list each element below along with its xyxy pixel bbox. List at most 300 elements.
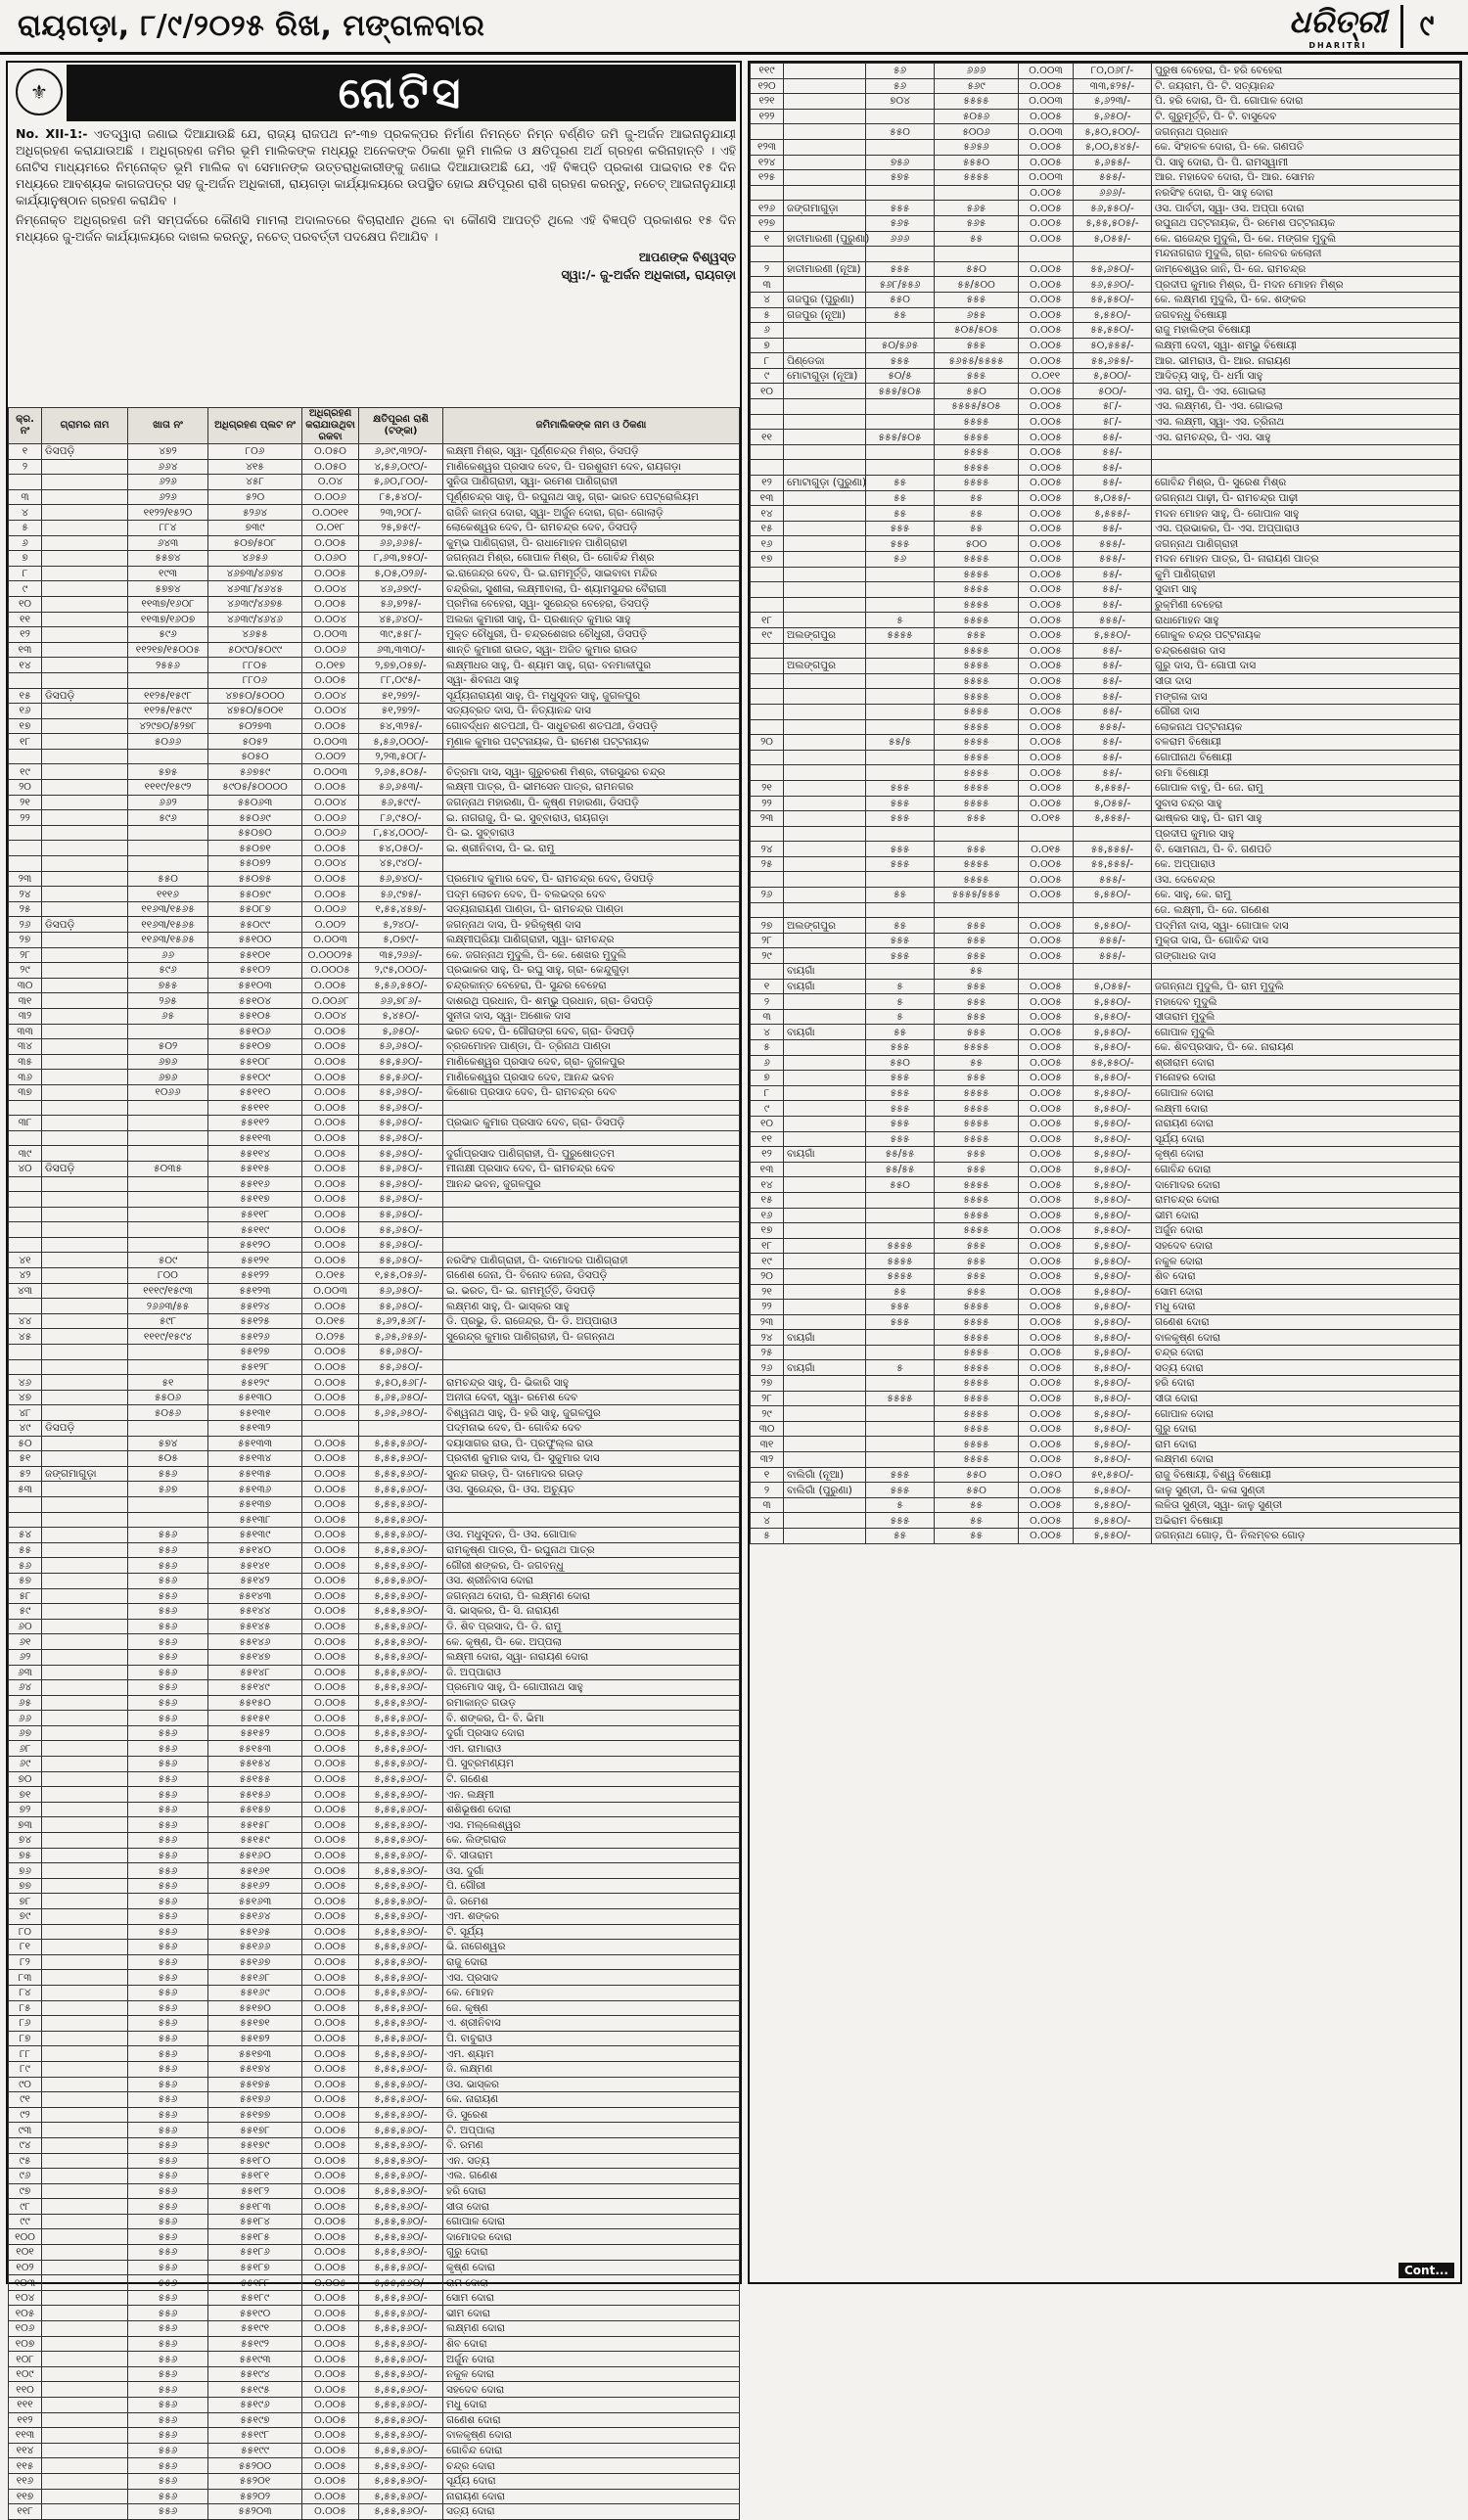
table-cell — [42, 1940, 128, 1955]
table-row — [751, 872, 1460, 888]
table-cell: ୫୨୦ — [208, 489, 302, 505]
table-cell: ୫୫ — [935, 490, 1019, 506]
table-cell: ୫୫୧୬୨ — [208, 1878, 302, 1894]
table-cell: ଡିସପଡ଼ି — [42, 444, 128, 460]
table-row — [751, 1268, 1460, 1284]
table-cell: ନାରାୟଣ ଦୋରା — [443, 2489, 740, 2504]
table-cell: ୪୭୨ — [128, 444, 208, 460]
table-cell: ୧୫ — [9, 688, 42, 704]
table-cell: ମଦନ ମୋହନ ପାତ୍ର, ପି- ନାରାୟଣ ପାତ୍ର — [1152, 552, 1460, 568]
table-cell: ୨୬ — [751, 1360, 784, 1376]
table-cell: ୫୫୧୫୯ — [208, 1833, 302, 1849]
table-cell: ୫,୫୫,୫୬୦/- — [359, 1924, 443, 1940]
table-cell: ୫୦୫ — [128, 1451, 208, 1467]
table-cell: ଓସ. ଶ୍ରୀନିବାସ ଦୋରା — [443, 1573, 740, 1588]
table-cell: ଅଲଙ୍ଗପୁର — [784, 659, 866, 674]
table-cell — [42, 2336, 128, 2352]
table-cell: ୫୫୫୫ — [935, 719, 1019, 735]
table-cell: ୫୫୫୫ — [935, 689, 1019, 705]
table-cell: ୪୫ — [9, 1329, 42, 1345]
table-row — [9, 1313, 740, 1329]
table-cell: ୫୫/୫ — [866, 735, 935, 751]
table-cell: ୫୫/- — [1074, 460, 1152, 476]
table-cell: ୫ — [751, 1040, 784, 1056]
table-cell: ୫,୫୫,୫୬୦/- — [359, 2336, 443, 2352]
table-cell — [751, 765, 784, 781]
column-header: ଜମିମାଲିକଙ୍କ ନାମ ଓ ଠିକଣା — [443, 408, 740, 444]
table-cell: ୧୨୪ — [751, 155, 784, 170]
table-cell: ୫,୫୫,୫୬୦/- — [359, 1848, 443, 1863]
table-cell: ୦.୦୦୩ — [1019, 170, 1074, 186]
table-cell: ୫,୫୫୦/- — [1074, 1085, 1152, 1101]
table-cell: ୦.୦୦୫ — [302, 1757, 359, 1772]
table-cell: ୫,୫୫,୫୬୦/- — [359, 1771, 443, 1787]
table-cell: ୦.୦୦୫ — [302, 1909, 359, 1925]
table-cell: ୧୦୮ — [9, 2352, 42, 2367]
table-cell: ୫୫୬ — [128, 1787, 208, 1803]
table-cell — [42, 2153, 128, 2169]
table-cell: ୮ — [751, 353, 784, 369]
table-cell: ୦.୦୦୫ — [1019, 1529, 1074, 1544]
table-row — [751, 1040, 1460, 1056]
table-cell: ୫୫୧୧୬ — [208, 1176, 302, 1192]
table-cell: ୫୫୬ — [128, 2260, 208, 2275]
table-cell: ୫୫୧୫୬ — [208, 1787, 302, 1803]
table-cell: ୫,୫୫୦/- — [1074, 1284, 1152, 1300]
table-cell — [784, 1085, 866, 1101]
table-cell: ୫୫୦ — [935, 261, 1019, 277]
table-cell: ୦.୦୦୫ — [1019, 521, 1074, 536]
table-cell: ୫,୫୫୦/- — [1074, 1513, 1152, 1529]
table-row — [9, 2260, 740, 2275]
table-cell: ୫୫୧୮୯ — [208, 2290, 302, 2306]
table-cell — [42, 871, 128, 887]
table-cell: ପ୍ରମୋଦ କୁମାର ଦେବ, ପି- ରାମଚନ୍ଦ୍ର ଦେବ, ଡିସପଡ଼ି — [443, 871, 740, 887]
table-cell: ୦.୦୦୫ — [302, 1146, 359, 1162]
table-cell: ୪୨୯୭୦/୫୨୭୮ — [128, 718, 208, 734]
table-cell — [42, 1787, 128, 1803]
table-cell: ଇ. ନାଗରାଜୁ, ପି- ଇ. ସୁବ୍ବାରାଓ, ରାୟଗଡ଼ା — [443, 810, 740, 826]
table-cell: ୫୫୧୯୯ — [208, 2443, 302, 2458]
table-cell: ୫୫୫/୫୦୫ — [866, 384, 935, 399]
table-cell: ୫୫୬ — [128, 1466, 208, 1482]
table-cell: ୫୫ — [935, 521, 1019, 536]
table-cell: ୫,୬୨୩/- — [1074, 94, 1152, 110]
table-cell: ୦.୦୧୭ — [302, 658, 359, 673]
table-row — [751, 399, 1460, 415]
table-cell: ୫୪,୩୨୫/- — [359, 718, 443, 734]
table-cell: ୧ — [751, 1467, 784, 1483]
table-cell — [751, 964, 784, 980]
table-cell: ୫୫୨୦୩ — [208, 2504, 302, 2520]
table-row — [751, 1101, 1460, 1117]
table-cell: ୧୨୦ — [751, 78, 784, 94]
table-row — [751, 1025, 1460, 1040]
table-row — [751, 750, 1460, 765]
table-cell: ଶ୍ରୀରାମ ଦୋରା — [1152, 1055, 1460, 1071]
table-cell: ସତ୍ୟ ଦୋରା — [1152, 1360, 1460, 1376]
table-cell — [443, 1496, 740, 1512]
table-row — [9, 734, 740, 750]
table-row — [9, 2398, 740, 2413]
table-cell: ୩୩ — [9, 1024, 42, 1039]
notice-paragraph-2: ନିମ୍ନୋକ୍ତ ଅଧିଗ୍ରହଣ ଜମି ସମ୍ପର୍କରେ କୌଣସି ମାମଲା ଅଦାଲତରେ ବିଚାରାଧୀନ ଥିଲେ ବା କୌଣସି ଆପତ୍ତି ଥିଲେ ଏହି ବିଜ୍ଞପ୍ତି ପ୍ରକାଶର ୧୫ ଦିନ ମଧ୍ୟରେ ଜୁ-ଅର୍ଜନ କାର୍ଯ୍ୟାଳୟରେ ଦାଖଲ କରନ୍ତୁ, ନଚେତ୍ ପରବର୍ତ୍ତୀ ପଦକ୍ଷେପ ନିଆଯିବ । — [16, 212, 736, 244]
table-cell: ୫୫/- — [1074, 689, 1152, 705]
table-cell — [9, 856, 42, 872]
table-cell: ୩୫,୨୬୬/- — [359, 947, 443, 963]
table-cell: ୫୦,୫୫୫/- — [1074, 338, 1152, 353]
table-cell: ୧୬ — [751, 1208, 784, 1223]
table-cell — [42, 2000, 128, 2016]
table-row — [751, 582, 1460, 598]
table-row — [751, 1208, 1460, 1223]
table-cell: ୮୩ — [9, 1970, 42, 1986]
table-cell: ୦.୦୦୫ — [302, 1451, 359, 1467]
table-cell — [866, 323, 935, 339]
table-cell: ୫,୫୫,୫୬୦/- — [359, 1833, 443, 1849]
table-cell: ଭୀମ ଦୋରା — [1152, 1208, 1460, 1223]
table-row — [9, 627, 740, 643]
table-cell: ଲକ୍ଷ୍ମୀ ଦେବୀ, ସ୍ୱା- ଶମ୍ଭୁ ବିଷୋୟୀ — [1152, 338, 1460, 353]
table-cell: ୫୫୬ — [128, 2107, 208, 2123]
table-cell — [443, 1100, 740, 1116]
table-cell: ୫୫୧୯୧ — [208, 2321, 302, 2337]
table-cell — [128, 1496, 208, 1512]
table-row — [751, 64, 1460, 79]
table-cell — [784, 902, 866, 918]
table-cell: ୫୫୦ — [866, 124, 935, 140]
table-cell: ୫୫୧୩୬ — [208, 1482, 302, 1497]
table-cell: ୫,୫୫,୫୬୦/- — [359, 2245, 443, 2261]
table-cell: ଡିସପଡ଼ି — [42, 1161, 128, 1176]
table-row — [751, 780, 1460, 796]
table-cell: ୫୫୬ — [128, 1588, 208, 1604]
table-cell — [42, 672, 128, 688]
table-cell: ୩ — [9, 489, 42, 505]
table-cell: ୦.୦୦୫ — [1019, 384, 1074, 399]
table-cell — [751, 582, 784, 598]
table-cell: ୨ — [751, 994, 784, 1010]
table-cell: ୫୫୧୪୧ — [208, 1558, 302, 1574]
table-cell — [42, 1604, 128, 1620]
table-cell: ୫୫୧୩୮ — [208, 1512, 302, 1528]
table-cell: ୫୫୬ — [128, 1940, 208, 1955]
table-cell — [784, 1101, 866, 1117]
table-cell — [9, 1100, 42, 1116]
table-row — [9, 1482, 740, 1497]
table-cell — [42, 933, 128, 948]
table-cell — [42, 1894, 128, 1909]
table-cell: ୩୭ — [9, 1084, 42, 1100]
table-cell: ମଙ୍ଗଳା ଦାସ — [1152, 689, 1460, 705]
table-cell: ୧୪ — [9, 658, 42, 673]
table-cell — [443, 1222, 740, 1238]
table-cell — [42, 1207, 128, 1222]
table-cell: ୧୭ — [751, 552, 784, 568]
table-cell: ୧୧୧ — [9, 2398, 42, 2413]
table-cell: ୦.୦୦୫ — [1019, 414, 1074, 430]
table-cell: ୫୫୧୮୩ — [208, 2199, 302, 2215]
table-cell: ୦.୦୦୫ — [1019, 292, 1074, 307]
table-cell: ୫,୫୫,୫୬୦/- — [359, 1496, 443, 1512]
table-cell: ୧୧୨୫/୧୫୯୮ — [128, 688, 208, 704]
table-cell: ୮୨ — [9, 1954, 42, 1970]
table-row — [9, 1634, 740, 1650]
table-cell: ଗୋକୁଳ ଚନ୍ଦ୍ର ପଟ୍ଟନାୟକ — [1152, 627, 1460, 643]
table-row — [751, 994, 1460, 1010]
table-cell: ୫୫୧୧୫ — [208, 1161, 302, 1176]
table-cell: ବାଳକୃଷ୍ଣ ଦୋରା — [1152, 1330, 1460, 1346]
table-cell — [42, 1665, 128, 1680]
table-cell: ୦.୦୦୦୫ — [302, 963, 359, 979]
table-cell: ୫୬,୬୫୦/- — [359, 1039, 443, 1055]
table-cell: ଟି. ଅପ୍ପାଲା — [443, 2123, 740, 2138]
table-cell — [866, 139, 935, 155]
table-cell: ୫୫୧୬୪ — [208, 1909, 302, 1925]
table-cell: ୦.୦୦୫ — [302, 2306, 359, 2321]
table-cell: ୨୨ — [751, 1300, 784, 1315]
table-cell: ୦.୦୧୫ — [1019, 842, 1074, 857]
table-row — [751, 719, 1460, 735]
table-cell: ୦.୦୦୫ — [1019, 994, 1074, 1010]
table-cell: ୦.୦୦୫ — [1019, 1085, 1074, 1101]
table-cell: ୦.୦୦୫ — [1019, 1314, 1074, 1330]
table-cell: ୪୬,୬୭୯/- — [359, 581, 443, 597]
table-cell: ୫୫୫ — [866, 1116, 935, 1131]
table-cell — [935, 247, 1019, 262]
table-cell — [42, 642, 128, 658]
table-cell: ଓସ. ଦେବେନ୍ଦ୍ର — [1152, 872, 1460, 888]
table-cell: ୫,୦୭୯/- — [359, 933, 443, 948]
table-cell — [1152, 460, 1460, 476]
table-cell: ଡି. ସୁରେଶ — [443, 2107, 740, 2123]
table-cell: ୮୬,୯୫୦/- — [359, 810, 443, 826]
table-cell: ୫୫୦ — [866, 1177, 935, 1193]
table-cell — [128, 1176, 208, 1192]
table-cell — [42, 627, 128, 643]
table-cell: ୦.୦୦୫ — [1019, 552, 1074, 568]
table-cell — [42, 1100, 128, 1116]
table-cell: ୩୧ — [9, 993, 42, 1009]
table-cell: ୨୪ — [751, 1330, 784, 1346]
table-cell — [784, 673, 866, 689]
table-cell: ଦୁର୍ଗାପ୍ରସାଦ ପାଣିଗ୍ରାହୀ, ପି- ପୁରୁଷୋତ୍ତମ — [443, 1146, 740, 1162]
table-cell — [42, 1817, 128, 1833]
table-cell: ୫,୫୫୦/- — [1074, 1376, 1152, 1392]
table-cell: ୪୫,୯୪୦/- — [359, 856, 443, 872]
table-cell: ୩ — [751, 1497, 784, 1513]
table-cell — [784, 444, 866, 460]
table-cell — [751, 719, 784, 735]
table-cell: କୁମି ପାଣିଗ୍ରାହୀ — [1152, 567, 1460, 582]
table-cell — [866, 1406, 935, 1422]
table-cell — [1019, 902, 1074, 918]
table-cell: ୫୧ — [9, 1451, 42, 1467]
table-cell: ୫,୫୫୦/- — [1074, 888, 1152, 903]
table-cell: ପ୍ରଦୀପ କୁମାର ମିଶ୍ର, ପି- ମଦନ ମୋହନ ମିଶ୍ର — [1152, 277, 1460, 293]
table-row — [9, 1878, 740, 1894]
table-cell — [866, 1452, 935, 1468]
table-cell: ୦.୦୦୫ — [302, 1985, 359, 2000]
table-cell — [42, 1116, 128, 1131]
table-cell: ୫୬,୭୨୫/- — [359, 596, 443, 612]
table-cell — [866, 1345, 935, 1360]
table-row — [751, 1330, 1460, 1346]
table-cell: ୦.୦୦୫ — [302, 1054, 359, 1070]
table-cell — [42, 1878, 128, 1894]
table-cell: ୦.୦୦୫ — [1019, 1131, 1074, 1147]
table-row — [9, 551, 740, 567]
table-cell: ୧୨୬ — [751, 201, 784, 216]
table-cell: ୫,୫୫,୫୬୦/- — [359, 2275, 443, 2291]
table-cell — [443, 1512, 740, 1528]
table-cell — [784, 1529, 866, 1544]
table-cell: ୫୫୫/- — [1074, 933, 1152, 948]
table-cell: ଅନୀତା ଦେବୀ, ସ୍ୱା- ରମେଶ ଦେବ — [443, 1390, 740, 1405]
table-cell — [42, 1970, 128, 1986]
table-cell: ଏମ. ଶ୍ୟାମ — [443, 2046, 740, 2062]
table-cell: ଗଣେଶ ଦୋରା — [1152, 1314, 1460, 1330]
table-cell: ୦.୦୦୫ — [302, 1359, 359, 1375]
table-cell: ୫୫୫ — [866, 796, 935, 811]
table-cell: ମଧୁ ଦୋରା — [443, 2398, 740, 2413]
table-cell: ୫୫୬ — [128, 1680, 208, 1696]
table-cell: ୦.୦୦୪ — [302, 1008, 359, 1024]
table-row — [751, 948, 1460, 964]
table-row — [751, 1529, 1460, 1544]
table-cell — [866, 872, 935, 888]
table-cell — [784, 1208, 866, 1223]
table-cell: ୫,୫୫୫/- — [1074, 780, 1152, 796]
table-cell: ୫୦୦୬ — [935, 124, 1019, 140]
table-cell: ୨୩,୨୦୮/- — [359, 505, 443, 521]
table-cell: ୫୫୫ — [935, 994, 1019, 1010]
table-cell: ୫୫୬ — [128, 1863, 208, 1879]
table-cell: ୫୯୬ — [128, 810, 208, 826]
table-cell: ପ୍ରବୀଣ କୁମାର ଦାସ, ପି- ସୁକୁମାର ଦାସ — [443, 1451, 740, 1467]
table-row — [751, 307, 1460, 323]
table-cell: ଓସ. ପାର୍ବତୀ, ସ୍ୱା- ଓସ. ଅପ୍ପା ଦୋରା — [1152, 201, 1460, 216]
table-cell: ୫୫୧୬୩ — [208, 1894, 302, 1909]
table-cell — [784, 613, 866, 628]
table-cell: ୫,୫୫,୫୬୦/- — [359, 1970, 443, 1986]
table-cell: ୫୫୧୯୨ — [208, 2336, 302, 2352]
table-row — [9, 887, 740, 902]
table-row — [751, 1391, 1460, 1406]
table-cell: ୫୬୫ — [866, 215, 935, 231]
table-cell: ସୁବାସ ଚନ୍ଦ୍ର ସାହୁ — [1152, 796, 1460, 811]
table-cell: ୫୫୬ — [128, 1771, 208, 1787]
table-cell — [42, 2137, 128, 2153]
table-row — [9, 1954, 740, 1970]
table-cell: ୦.୦୦୫ — [1019, 689, 1074, 705]
table-cell: ୫୫୫୫ — [935, 765, 1019, 781]
table-cell: ୦.୦୦୫ — [302, 1496, 359, 1512]
table-cell: କେ. ସାହୁ, କେ. ରାମୁ — [1152, 888, 1460, 903]
table-cell: ୨ — [9, 459, 42, 475]
table-cell — [866, 414, 935, 430]
table-cell — [42, 1588, 128, 1604]
table-cell — [128, 1421, 208, 1437]
table-cell: ୫୦/୫ — [866, 368, 935, 384]
table-cell: ୦.୦୦୫ — [1019, 888, 1074, 903]
table-cell: ୪୩ — [9, 1283, 42, 1299]
table-cell: ୦.୦୦୫ — [1019, 1391, 1074, 1406]
table-row — [751, 231, 1460, 247]
table-cell — [784, 1497, 866, 1513]
table-cell — [784, 506, 866, 522]
table-cell — [128, 1207, 208, 1222]
table-cell: ଜଗନ୍ନାଥ ପ୍ରଧାନ — [1152, 124, 1460, 140]
table-cell — [42, 2260, 128, 2275]
table-cell: ୫୫୧୫୧ — [208, 1711, 302, 1726]
table-cell — [42, 993, 128, 1009]
table-row — [751, 368, 1460, 384]
table-cell: ୮ — [9, 566, 42, 581]
table-cell: ୫୫,୫୫୦/- — [1074, 323, 1152, 339]
table-cell: ୦.୦୦୫ — [302, 2336, 359, 2352]
table-cell — [866, 1223, 935, 1239]
table-cell: ୩୦ — [751, 1421, 784, 1437]
table-cell: ୫୫୧୦୯ — [208, 1070, 302, 1085]
table-cell: ୫,୫୬,୫୫୦/- — [359, 978, 443, 993]
table-cell — [42, 596, 128, 612]
table-row — [9, 993, 740, 1009]
table-cell: ଲକ୍ଷ୍ମଣ ଦୋରା — [443, 2321, 740, 2337]
table-row — [751, 261, 1460, 277]
table-cell: ୫୫୫ — [866, 521, 935, 536]
table-row — [751, 933, 1460, 948]
table-cell: ୮୮୦୫ — [208, 658, 302, 673]
table-cell: ୫,୫୫୦/- — [1074, 1314, 1152, 1330]
table-cell: ୦.୦୦୫ — [302, 1802, 359, 1817]
table-cell: ୧୭ — [751, 1223, 784, 1239]
table-cell: ସୋମ ଦୋରା — [443, 2290, 740, 2306]
table-cell: ୬୬ — [128, 947, 208, 963]
table-cell: ୦.୦୦୫ — [302, 1725, 359, 1741]
table-cell: ମୀନାକ୍ଷୀ ପ୍ରସାଦ ଦେବ, ପି- ରାମଚନ୍ଦ୍ର ଦେବ — [443, 1161, 740, 1176]
table-cell: ୫,୫୫,୫୬୦/- — [359, 1787, 443, 1803]
table-cell — [784, 1009, 866, 1025]
table-cell: ୫୮/- — [1074, 414, 1152, 430]
table-cell — [751, 247, 784, 262]
table-cell: ୪୬୫୬ — [208, 551, 302, 567]
table-cell: ୭୫୬ — [866, 155, 935, 170]
table-cell: ୫,୫୫୦/- — [1074, 1391, 1152, 1406]
table-row — [9, 2366, 740, 2382]
table-cell: ୮,୬୩,୭୫୦/- — [359, 551, 443, 567]
table-cell: ୫୫୬ — [128, 1725, 208, 1741]
table-cell: ୦.୦୦୩ — [1019, 64, 1074, 79]
table-cell: ୫,୫୫,୫୬୦/- — [359, 1985, 443, 2000]
table-row — [751, 1116, 1460, 1131]
table-cell: ୫୫ — [9, 1542, 42, 1558]
table-cell: ୫୫୫୫ — [935, 1376, 1019, 1392]
brand-name: ଧରିତ୍ରୀ — [1289, 2, 1387, 40]
table-cell: ଆନନ୍ଦ ଭବନ, ଜୁଗଳପୁର — [443, 1176, 740, 1192]
table-cell: ୭୯ — [9, 1909, 42, 1925]
table-body-left — [9, 444, 740, 2520]
table-cell: ୫୧ — [128, 1375, 208, 1391]
table-row — [9, 1496, 740, 1512]
table-cell: ସୁଦାମ ସାହୁ — [1152, 582, 1460, 598]
table-cell: ୫୭୪ — [128, 1436, 208, 1451]
table-cell: ୯ — [751, 1101, 784, 1117]
table-cell: ୫୫୧୧୧ — [208, 1100, 302, 1116]
table-cell: ୫୦/୫୬୫ — [866, 338, 935, 353]
table-cell: ୦.୦୦୫ — [302, 2458, 359, 2474]
table-cell — [443, 1237, 740, 1253]
